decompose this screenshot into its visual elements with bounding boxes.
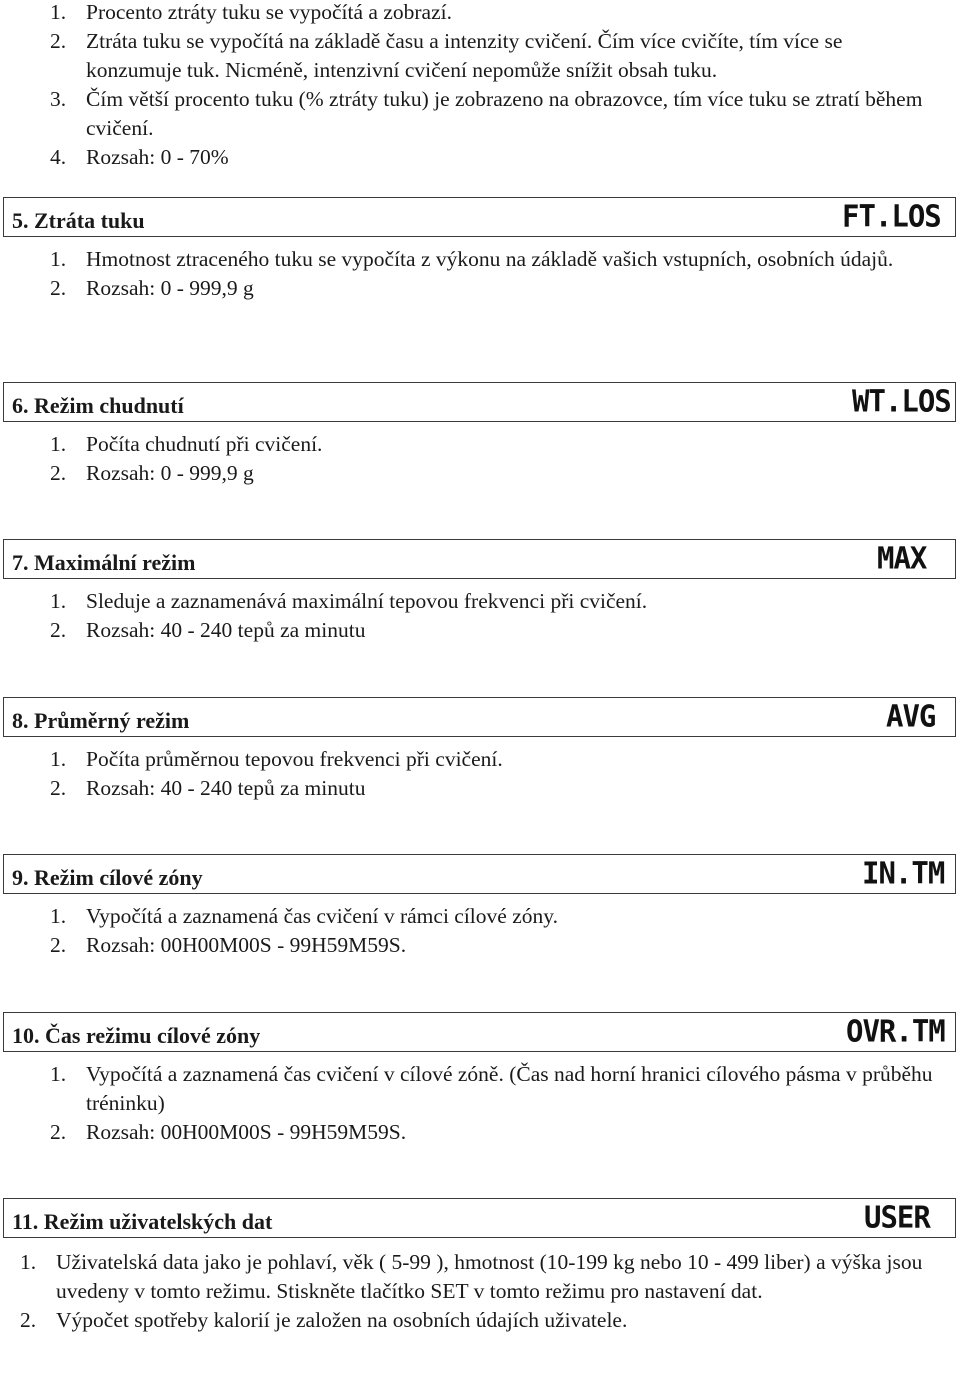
item-text: Počíta chudnutí při cvičení. xyxy=(86,432,323,456)
item-text: Procento ztráty tuku se vypočítá a zobrazí. xyxy=(86,0,452,24)
item-text: Vypočítá a zaznamená čas cvičení v cílové zóně. (Čas nad horní hranici cílového pásma v průběhu tréninku) xyxy=(86,1062,933,1115)
item-number: 2. xyxy=(50,461,67,485)
lcd-display-label: FT.LOS xyxy=(842,198,941,234)
item-text: Výpočet spotřeby kalorií je založen na osobních údajích uživatele. xyxy=(56,1308,628,1332)
item-text: Počíta průměrnou tepovou frekvenci při cvičení. xyxy=(86,747,503,771)
list-item xyxy=(0,143,960,172)
intro-list xyxy=(0,0,960,172)
list-item xyxy=(0,459,960,488)
item-number: 2. xyxy=(50,933,67,957)
item-text: Rozsah: 0 - 70% xyxy=(86,145,229,169)
section-title: 6. Režim chudnutí xyxy=(12,393,184,418)
list-item xyxy=(0,1060,960,1118)
list-item xyxy=(0,931,960,960)
item-text: Sleduje a zaznamenává maximální tepovou frekvenci při cvičení. xyxy=(86,589,648,613)
section-title: 11. Režim uživatelských dat xyxy=(12,1209,273,1234)
list-item xyxy=(0,1306,960,1335)
item-number: 1. xyxy=(50,1062,67,1086)
list-item xyxy=(0,1248,960,1306)
item-text: Rozsah: 40 - 240 tepů za minutu xyxy=(86,618,366,642)
item-number: 2. xyxy=(20,1308,37,1332)
item-number: 3. xyxy=(50,87,67,111)
section-header xyxy=(3,697,956,737)
item-number: 4. xyxy=(50,145,67,169)
item-number: 1. xyxy=(50,432,67,456)
item-text: Rozsah: 40 - 240 tepů za minutu xyxy=(86,776,366,800)
lcd-display-label: USER xyxy=(864,1199,930,1235)
item-number: 2. xyxy=(50,776,67,800)
lcd-display-label: WT.LOS xyxy=(852,383,951,419)
section-header xyxy=(3,197,956,237)
lcd-display-label: IN.TM xyxy=(862,855,945,891)
section-maximum-mode xyxy=(0,539,960,645)
section-weight-loss xyxy=(0,382,960,488)
section-title: 10. Čas režimu cílové zóny xyxy=(12,1023,261,1048)
item-text: Hmotnost ztraceného tuku se vypočíta z výkonu na základě vašich vstupních, osobních údajů. xyxy=(86,247,894,271)
item-number: 2. xyxy=(50,29,67,53)
list-item xyxy=(0,587,960,616)
item-text: Uživatelská data jako je pohlaví, věk ( 5-99 ), hmotnost (10-199 kg nebo 10 - 499 liber) a výška jsou uvedeny v tomto režimu. Stiskněte tlačítko SET v tomto režimu pro nastavení dat. xyxy=(56,1250,923,1303)
list-item xyxy=(0,745,960,774)
item-number: 2. xyxy=(50,1120,67,1144)
section-over-target-zone-time xyxy=(0,1012,960,1147)
section-average-mode xyxy=(0,697,960,803)
list-item xyxy=(0,85,960,143)
item-text: Rozsah: 00H00M00S - 99H59M59S. xyxy=(86,933,407,957)
list-item xyxy=(0,27,960,85)
list-item xyxy=(0,274,960,303)
section-header xyxy=(3,1012,956,1052)
item-number: 1. xyxy=(50,247,67,271)
item-number: 1. xyxy=(20,1250,37,1274)
section-header xyxy=(3,382,956,422)
section-title: 9. Režim cílové zóny xyxy=(12,865,203,890)
list-item xyxy=(0,774,960,803)
section-header xyxy=(3,854,956,894)
item-number: 1. xyxy=(50,904,67,928)
item-text: Čím větší procento tuku (% ztráty tuku) je zobrazeno na obrazovce, tím více tuku se ztratí během cvičení. xyxy=(86,87,923,140)
list-item xyxy=(0,245,960,274)
item-text: Rozsah: 00H00M00S - 99H59M59S. xyxy=(86,1120,407,1144)
item-text: Ztráta tuku se vypočítá na základě času a intenzity cvičení. Čím více cvičíte, tím více se konzumuje tuk. Nicméně, intenzivní cvičení nepomůže snížit obsah tuku. xyxy=(86,29,843,82)
section-user-data-mode xyxy=(0,1198,960,1335)
item-number: 2. xyxy=(50,618,67,642)
lcd-display-label: OVR.TM xyxy=(846,1013,945,1049)
list-item xyxy=(0,616,960,645)
item-text: Rozsah: 0 - 999,9 g xyxy=(86,276,254,300)
lcd-display-label: MAX xyxy=(877,540,927,576)
list-item xyxy=(0,902,960,931)
item-text: Vypočítá a zaznamená čas cvičení v rámci cílové zóny. xyxy=(86,904,558,928)
item-number: 1. xyxy=(50,0,67,24)
list-item xyxy=(0,0,960,27)
item-number: 1. xyxy=(50,747,67,771)
list-item xyxy=(0,430,960,459)
section-header xyxy=(3,539,956,579)
item-number: 2. xyxy=(50,276,67,300)
section-header xyxy=(3,1198,956,1238)
section-target-zone-mode xyxy=(0,854,960,960)
section-title: 5. Ztráta tuku xyxy=(12,208,145,233)
list-item xyxy=(0,1118,960,1147)
lcd-display-label: AVG xyxy=(886,698,936,734)
section-fat-loss xyxy=(0,197,960,303)
item-text: Rozsah: 0 - 999,9 g xyxy=(86,461,254,485)
item-number: 1. xyxy=(50,589,67,613)
section-title: 8. Průměrný režim xyxy=(12,708,190,733)
section-title: 7. Maximální režim xyxy=(12,550,196,575)
